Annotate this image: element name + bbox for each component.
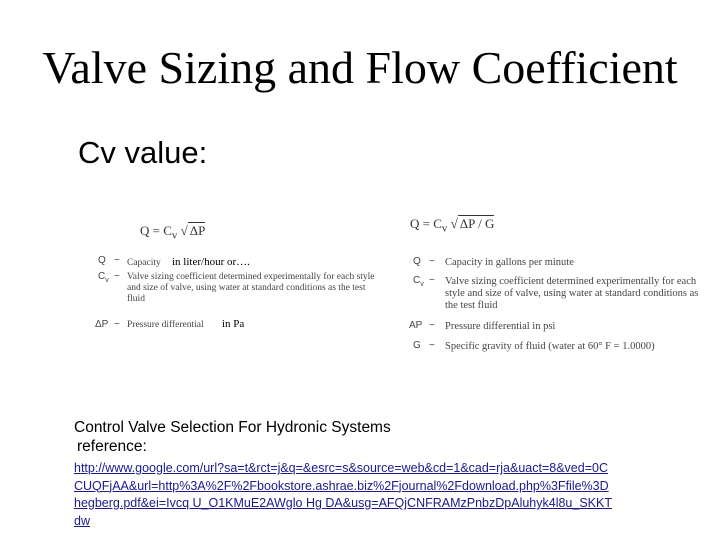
left-symbol-dp: ΔP <box>95 319 109 330</box>
reference-title: Control Valve Selection For Hydronic Systems <box>74 419 391 436</box>
right-dash: − <box>429 320 435 331</box>
left-symbol-q: Q <box>98 255 106 266</box>
right-def-gravity: Specific gravity of fluid (water at 60° F = 1.0000) <box>445 341 655 352</box>
right-def-coefficient: Valve sizing coefficient determined experimentally for each style and size of valve, using water at standard conditions as the test fluid <box>445 276 699 311</box>
reference-link[interactable]: http://www.google.com/url?sa=t&rct=j&q=&esrc=s&source=web&cd=1&cad=rja&uact=8&ved=0CCUQFjAA&url=http%3A%2F%2Fbookstore.ashrae.biz%2Fjournal%2Fdownload.php%3Ffile%3Dhegberg.pdf&ei=Ivcq U_O1KMuE2AWglo Hg DA&usg=AFQjCNFRAMzPnbzDpAluhyk4l8u_SKKTdw <box>74 461 612 528</box>
right-dash: − <box>429 340 435 351</box>
left-dash: − <box>114 255 120 266</box>
right-def-capacity: Capacity in gallons per minute <box>445 257 574 268</box>
slide-subtitle: Cv value: <box>78 135 208 170</box>
annotation-units-pressure: in Pa <box>222 318 245 330</box>
left-equation: $Q = C_v$ √ ΔP <box>140 223 206 242</box>
reference-label: reference: <box>77 438 147 455</box>
right-dash: − <box>429 275 435 286</box>
right-symbol-dp: AP <box>409 320 423 331</box>
left-symbol-cv: $C_v$ <box>98 271 109 284</box>
reference-block <box>74 418 391 456</box>
annotation-units-flow: in liter/hour or…. <box>172 256 250 268</box>
slide-title: Valve Sizing and Flow Coefficient <box>42 42 678 93</box>
right-equation: $Q = C_v$ √ ΔP / G <box>410 216 495 235</box>
left-dash: − <box>114 271 120 282</box>
right-dash: − <box>429 256 435 267</box>
left-def-pressure: Pressure differential <box>127 320 204 330</box>
right-def-pressure: Pressure differential in psi <box>445 321 556 332</box>
left-def-capacity: Capacity <box>127 258 161 268</box>
left-def-coefficient: Valve sizing coefficient determined experimentally for each style and size of valve, using water at standard conditions as the test fluid <box>127 272 375 304</box>
left-dash: − <box>114 319 120 330</box>
right-symbol-cv: $C_v$ <box>413 275 424 288</box>
right-symbol-g: G <box>413 340 421 351</box>
right-symbol-q: Q <box>413 256 421 267</box>
